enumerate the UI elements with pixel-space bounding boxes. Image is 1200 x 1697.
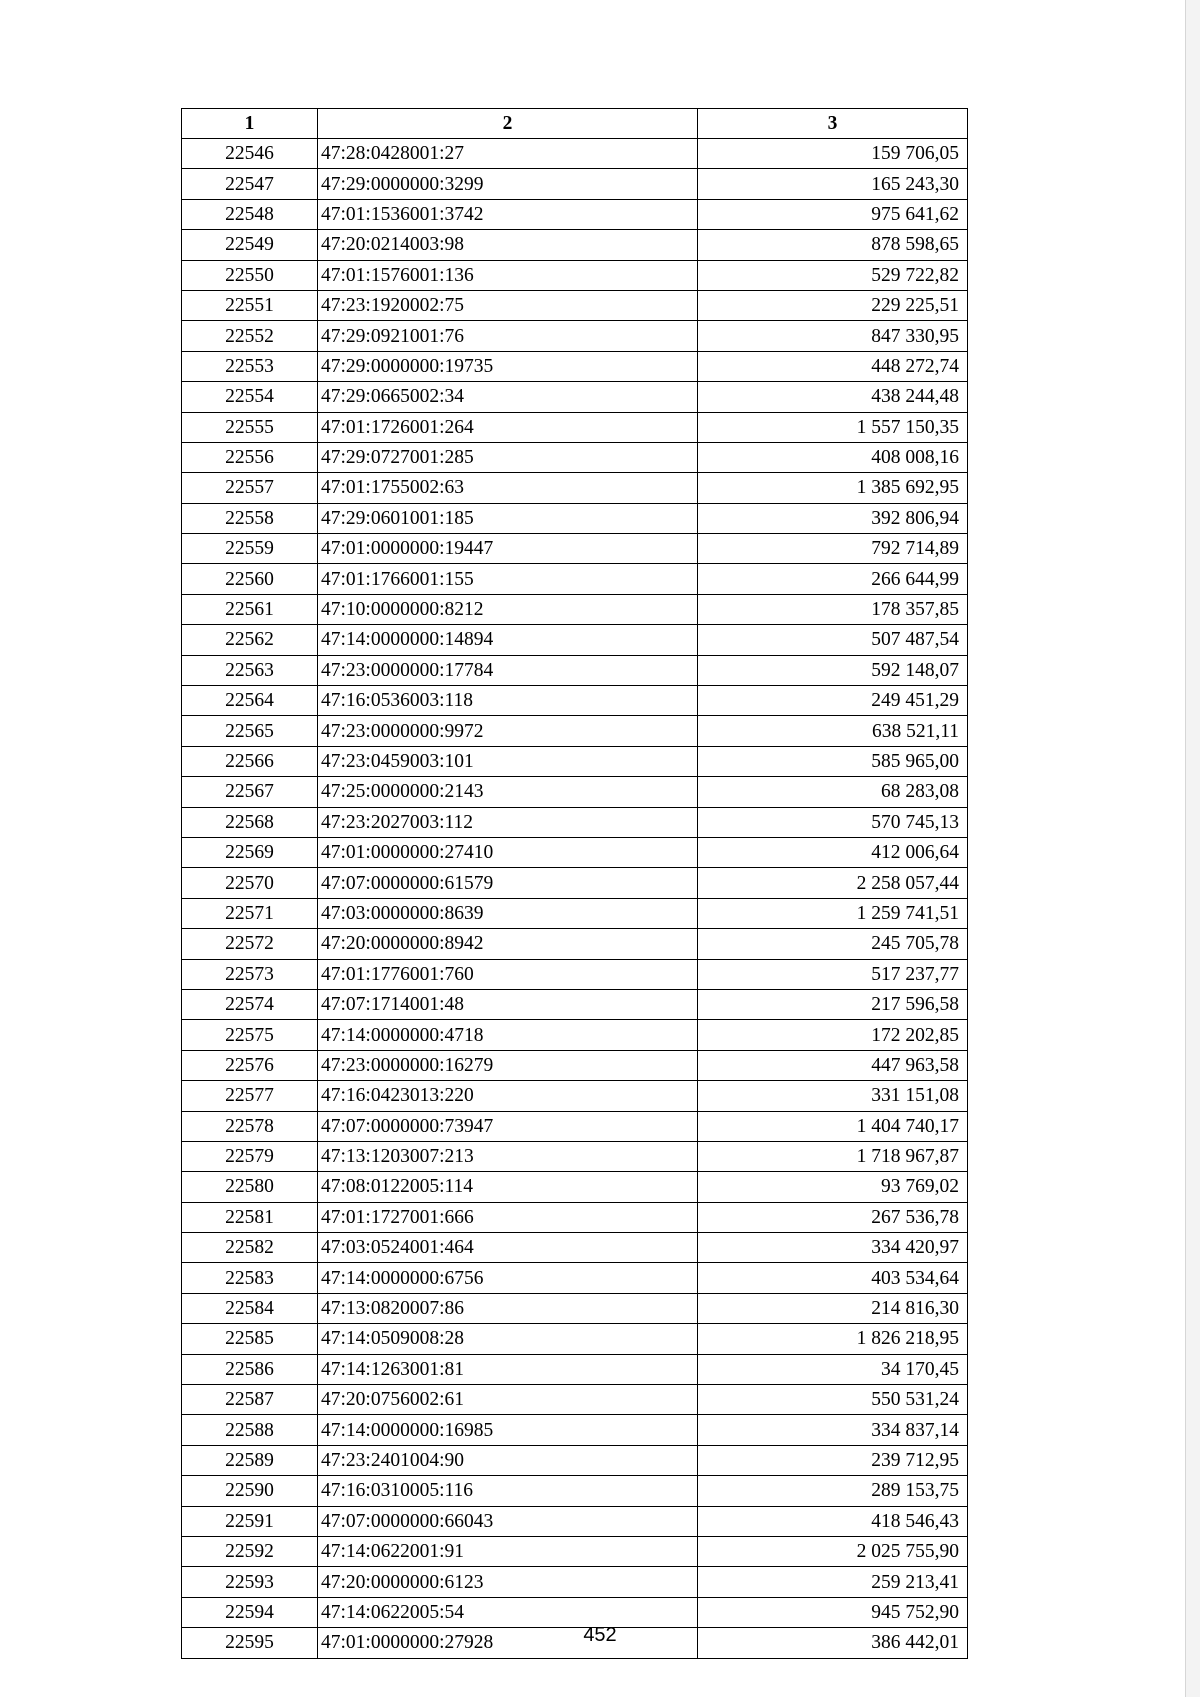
cadastral-number-cell: 47:20:0214003:98 bbox=[318, 230, 698, 260]
row-number-cell: 22552 bbox=[182, 321, 318, 351]
row-number-cell: 22580 bbox=[182, 1172, 318, 1202]
value-cell: 517 237,77 bbox=[698, 959, 968, 989]
value-cell: 334 420,97 bbox=[698, 1233, 968, 1263]
value-cell: 334 837,14 bbox=[698, 1415, 968, 1445]
row-number-cell: 22551 bbox=[182, 290, 318, 320]
value-cell: 289 153,75 bbox=[698, 1476, 968, 1506]
table-row bbox=[182, 1445, 968, 1475]
cadastral-number-cell: 47:29:0921001:76 bbox=[318, 321, 698, 351]
table-row bbox=[182, 746, 968, 776]
table-row bbox=[182, 1324, 968, 1354]
row-number-cell: 22566 bbox=[182, 746, 318, 776]
row-number-cell: 22584 bbox=[182, 1293, 318, 1323]
row-number-cell: 22577 bbox=[182, 1081, 318, 1111]
cadastral-number-cell: 47:16:0536003:118 bbox=[318, 686, 698, 716]
cadastral-number-cell: 47:28:0428001:27 bbox=[318, 139, 698, 169]
row-number-cell: 22576 bbox=[182, 1050, 318, 1080]
value-cell: 878 598,65 bbox=[698, 230, 968, 260]
table-row bbox=[182, 959, 968, 989]
cadastral-number-cell: 47:16:0423013:220 bbox=[318, 1081, 698, 1111]
table-row bbox=[182, 777, 968, 807]
cadastral-number-cell: 47:14:0509008:28 bbox=[318, 1324, 698, 1354]
cadastral-number-cell: 47:07:0000000:66043 bbox=[318, 1506, 698, 1536]
table-row bbox=[182, 442, 968, 472]
cadastral-number-cell: 47:29:0000000:3299 bbox=[318, 169, 698, 199]
table-row bbox=[182, 503, 968, 533]
table-row bbox=[182, 625, 968, 655]
value-cell: 229 225,51 bbox=[698, 290, 968, 320]
value-cell: 638 521,11 bbox=[698, 716, 968, 746]
column-header-1: 1 bbox=[182, 109, 318, 139]
table-row bbox=[182, 1354, 968, 1384]
table-row bbox=[182, 1385, 968, 1415]
value-cell: 386 442,01 bbox=[698, 1628, 968, 1658]
value-cell: 550 531,24 bbox=[698, 1385, 968, 1415]
value-cell: 438 244,48 bbox=[698, 382, 968, 412]
cadastral-number-cell: 47:13:1203007:213 bbox=[318, 1141, 698, 1171]
cadastral-number-cell: 47:23:0000000:16279 bbox=[318, 1050, 698, 1080]
cadastral-value-table bbox=[181, 108, 968, 1659]
table-row bbox=[182, 199, 968, 229]
value-cell: 418 546,43 bbox=[698, 1506, 968, 1536]
row-number-cell: 22570 bbox=[182, 868, 318, 898]
cadastral-number-cell: 47:23:2401004:90 bbox=[318, 1445, 698, 1475]
table-row bbox=[182, 1202, 968, 1232]
value-cell: 266 644,99 bbox=[698, 564, 968, 594]
table-row bbox=[182, 230, 968, 260]
value-cell: 448 272,74 bbox=[698, 351, 968, 381]
table-row bbox=[182, 1081, 968, 1111]
value-cell: 165 243,30 bbox=[698, 169, 968, 199]
column-header-3: 3 bbox=[698, 109, 968, 139]
table-body bbox=[182, 139, 968, 1659]
table-row bbox=[182, 1567, 968, 1597]
value-cell: 585 965,00 bbox=[698, 746, 968, 776]
row-number-cell: 22558 bbox=[182, 503, 318, 533]
row-number-cell: 22555 bbox=[182, 412, 318, 442]
page-edge-strip bbox=[1185, 0, 1200, 1697]
cadastral-number-cell: 47:23:0459003:101 bbox=[318, 746, 698, 776]
cadastral-number-cell: 47:07:1714001:48 bbox=[318, 989, 698, 1019]
table-row bbox=[182, 321, 968, 351]
cadastral-number-cell: 47:03:0000000:8639 bbox=[318, 898, 698, 928]
row-number-cell: 22581 bbox=[182, 1202, 318, 1232]
value-cell: 239 712,95 bbox=[698, 1445, 968, 1475]
table-row bbox=[182, 564, 968, 594]
row-number-cell: 22586 bbox=[182, 1354, 318, 1384]
cadastral-number-cell: 47:14:0000000:16985 bbox=[318, 1415, 698, 1445]
table-row bbox=[182, 1141, 968, 1171]
cadastral-number-cell: 47:29:0000000:19735 bbox=[318, 351, 698, 381]
table-header-row bbox=[182, 109, 968, 139]
row-number-cell: 22574 bbox=[182, 989, 318, 1019]
cadastral-number-cell: 47:23:1920002:75 bbox=[318, 290, 698, 320]
row-number-cell: 22553 bbox=[182, 351, 318, 381]
value-cell: 2 025 755,90 bbox=[698, 1536, 968, 1566]
row-number-cell: 22563 bbox=[182, 655, 318, 685]
row-number-cell: 22569 bbox=[182, 837, 318, 867]
row-number-cell: 22557 bbox=[182, 473, 318, 503]
table-row bbox=[182, 898, 968, 928]
value-cell: 259 213,41 bbox=[698, 1567, 968, 1597]
value-cell: 529 722,82 bbox=[698, 260, 968, 290]
row-number-cell: 22571 bbox=[182, 898, 318, 928]
row-number-cell: 22572 bbox=[182, 929, 318, 959]
cadastral-number-cell: 47:14:0622001:91 bbox=[318, 1536, 698, 1566]
value-cell: 159 706,05 bbox=[698, 139, 968, 169]
table-row bbox=[182, 382, 968, 412]
cadastral-number-cell: 47:01:1766001:155 bbox=[318, 564, 698, 594]
cadastral-number-cell: 47:01:1536001:3742 bbox=[318, 199, 698, 229]
value-cell: 507 487,54 bbox=[698, 625, 968, 655]
value-cell: 214 816,30 bbox=[698, 1293, 968, 1323]
row-number-cell: 22579 bbox=[182, 1141, 318, 1171]
cadastral-number-cell: 47:03:0524001:464 bbox=[318, 1233, 698, 1263]
value-cell: 1 259 741,51 bbox=[698, 898, 968, 928]
value-cell: 1 718 967,87 bbox=[698, 1141, 968, 1171]
value-cell: 945 752,90 bbox=[698, 1597, 968, 1627]
cadastral-number-cell: 47:23:0000000:9972 bbox=[318, 716, 698, 746]
value-cell: 172 202,85 bbox=[698, 1020, 968, 1050]
row-number-cell: 22556 bbox=[182, 442, 318, 472]
table-row bbox=[182, 594, 968, 624]
cadastral-number-cell: 47:01:1576001:136 bbox=[318, 260, 698, 290]
row-number-cell: 22561 bbox=[182, 594, 318, 624]
cadastral-number-cell: 47:16:0310005:116 bbox=[318, 1476, 698, 1506]
value-cell: 34 170,45 bbox=[698, 1354, 968, 1384]
column-header-2: 2 bbox=[318, 109, 698, 139]
table-row bbox=[182, 1172, 968, 1202]
table-row bbox=[182, 139, 968, 169]
row-number-cell: 22573 bbox=[182, 959, 318, 989]
table-row bbox=[182, 868, 968, 898]
value-cell: 331 151,08 bbox=[698, 1081, 968, 1111]
cadastral-number-cell: 47:20:0000000:8942 bbox=[318, 929, 698, 959]
table-row bbox=[182, 1293, 968, 1323]
table-row bbox=[182, 716, 968, 746]
cadastral-number-cell: 47:01:1755002:63 bbox=[318, 473, 698, 503]
cadastral-number-cell: 47:29:0665002:34 bbox=[318, 382, 698, 412]
value-cell: 570 745,13 bbox=[698, 807, 968, 837]
cadastral-number-cell: 47:29:0727001:285 bbox=[318, 442, 698, 472]
table-row bbox=[182, 534, 968, 564]
value-cell: 249 451,29 bbox=[698, 686, 968, 716]
cadastral-number-cell: 47:23:0000000:17784 bbox=[318, 655, 698, 685]
cadastral-number-cell: 47:14:0000000:4718 bbox=[318, 1020, 698, 1050]
cadastral-number-cell: 47:10:0000000:8212 bbox=[318, 594, 698, 624]
row-number-cell: 22590 bbox=[182, 1476, 318, 1506]
table-row bbox=[182, 1415, 968, 1445]
value-cell: 1 385 692,95 bbox=[698, 473, 968, 503]
cadastral-number-cell: 47:14:1263001:81 bbox=[318, 1354, 698, 1384]
cadastral-number-cell: 47:01:1776001:760 bbox=[318, 959, 698, 989]
table-row bbox=[182, 1536, 968, 1566]
table-row bbox=[182, 412, 968, 442]
table-row bbox=[182, 837, 968, 867]
row-number-cell: 22594 bbox=[182, 1597, 318, 1627]
row-number-cell: 22550 bbox=[182, 260, 318, 290]
value-cell: 447 963,58 bbox=[698, 1050, 968, 1080]
row-number-cell: 22547 bbox=[182, 169, 318, 199]
row-number-cell: 22582 bbox=[182, 1233, 318, 1263]
row-number-cell: 22591 bbox=[182, 1506, 318, 1536]
value-cell: 1 557 150,35 bbox=[698, 412, 968, 442]
value-cell: 403 534,64 bbox=[698, 1263, 968, 1293]
table-row bbox=[182, 260, 968, 290]
cadastral-number-cell: 47:01:1726001:264 bbox=[318, 412, 698, 442]
table-row bbox=[182, 1263, 968, 1293]
table-row bbox=[182, 1111, 968, 1141]
value-cell: 93 769,02 bbox=[698, 1172, 968, 1202]
row-number-cell: 22554 bbox=[182, 382, 318, 412]
row-number-cell: 22565 bbox=[182, 716, 318, 746]
value-cell: 975 641,62 bbox=[698, 199, 968, 229]
value-cell: 392 806,94 bbox=[698, 503, 968, 533]
row-number-cell: 22595 bbox=[182, 1628, 318, 1658]
value-cell: 2 258 057,44 bbox=[698, 868, 968, 898]
cadastral-number-cell: 47:07:0000000:61579 bbox=[318, 868, 698, 898]
value-cell: 178 357,85 bbox=[698, 594, 968, 624]
cadastral-number-cell: 47:08:0122005:114 bbox=[318, 1172, 698, 1202]
table-row bbox=[182, 1506, 968, 1536]
row-number-cell: 22548 bbox=[182, 199, 318, 229]
value-cell: 792 714,89 bbox=[698, 534, 968, 564]
row-number-cell: 22587 bbox=[182, 1385, 318, 1415]
row-number-cell: 22575 bbox=[182, 1020, 318, 1050]
value-cell: 217 596,58 bbox=[698, 989, 968, 1019]
value-cell: 592 148,07 bbox=[698, 655, 968, 685]
value-cell: 1 404 740,17 bbox=[698, 1111, 968, 1141]
cadastral-number-cell: 47:14:0000000:14894 bbox=[318, 625, 698, 655]
document-table-container bbox=[181, 108, 968, 1659]
cadastral-number-cell: 47:29:0601001:185 bbox=[318, 503, 698, 533]
cadastral-number-cell: 47:14:0000000:6756 bbox=[318, 1263, 698, 1293]
row-number-cell: 22592 bbox=[182, 1536, 318, 1566]
cadastral-number-cell: 47:01:1727001:666 bbox=[318, 1202, 698, 1232]
row-number-cell: 22549 bbox=[182, 230, 318, 260]
cadastral-number-cell: 47:07:0000000:73947 bbox=[318, 1111, 698, 1141]
row-number-cell: 22578 bbox=[182, 1111, 318, 1141]
value-cell: 412 006,64 bbox=[698, 837, 968, 867]
row-number-cell: 22559 bbox=[182, 534, 318, 564]
table-row bbox=[182, 989, 968, 1019]
cadastral-number-cell: 47:14:0622005:54 bbox=[318, 1597, 698, 1627]
cadastral-number-cell: 47:01:0000000:19447 bbox=[318, 534, 698, 564]
table-row bbox=[182, 686, 968, 716]
table-row bbox=[182, 1050, 968, 1080]
row-number-cell: 22593 bbox=[182, 1567, 318, 1597]
row-number-cell: 22562 bbox=[182, 625, 318, 655]
value-cell: 68 283,08 bbox=[698, 777, 968, 807]
table-row bbox=[182, 1233, 968, 1263]
value-cell: 408 008,16 bbox=[698, 442, 968, 472]
row-number-cell: 22568 bbox=[182, 807, 318, 837]
cadastral-number-cell: 47:20:0756002:61 bbox=[318, 1385, 698, 1415]
cadastral-number-cell: 47:20:0000000:6123 bbox=[318, 1567, 698, 1597]
cadastral-number-cell: 47:01:0000000:27928 bbox=[318, 1628, 698, 1658]
table-row bbox=[182, 169, 968, 199]
row-number-cell: 22585 bbox=[182, 1324, 318, 1354]
value-cell: 847 330,95 bbox=[698, 321, 968, 351]
row-number-cell: 22564 bbox=[182, 686, 318, 716]
cadastral-number-cell: 47:25:0000000:2143 bbox=[318, 777, 698, 807]
table-row bbox=[182, 290, 968, 320]
table-row bbox=[182, 1020, 968, 1050]
page-number: 452 bbox=[583, 1624, 617, 1646]
value-cell: 245 705,78 bbox=[698, 929, 968, 959]
table-row bbox=[182, 473, 968, 503]
row-number-cell: 22583 bbox=[182, 1263, 318, 1293]
value-cell: 267 536,78 bbox=[698, 1202, 968, 1232]
row-number-cell: 22546 bbox=[182, 139, 318, 169]
table-row bbox=[182, 655, 968, 685]
row-number-cell: 22560 bbox=[182, 564, 318, 594]
row-number-cell: 22567 bbox=[182, 777, 318, 807]
cadastral-number-cell: 47:01:0000000:27410 bbox=[318, 837, 698, 867]
value-cell: 1 826 218,95 bbox=[698, 1324, 968, 1354]
row-number-cell: 22589 bbox=[182, 1445, 318, 1475]
row-number-cell: 22588 bbox=[182, 1415, 318, 1445]
table-row bbox=[182, 929, 968, 959]
cadastral-number-cell: 47:13:0820007:86 bbox=[318, 1293, 698, 1323]
table-row bbox=[182, 1476, 968, 1506]
table-row bbox=[182, 351, 968, 381]
cadastral-number-cell: 47:23:2027003:112 bbox=[318, 807, 698, 837]
table-row bbox=[182, 807, 968, 837]
